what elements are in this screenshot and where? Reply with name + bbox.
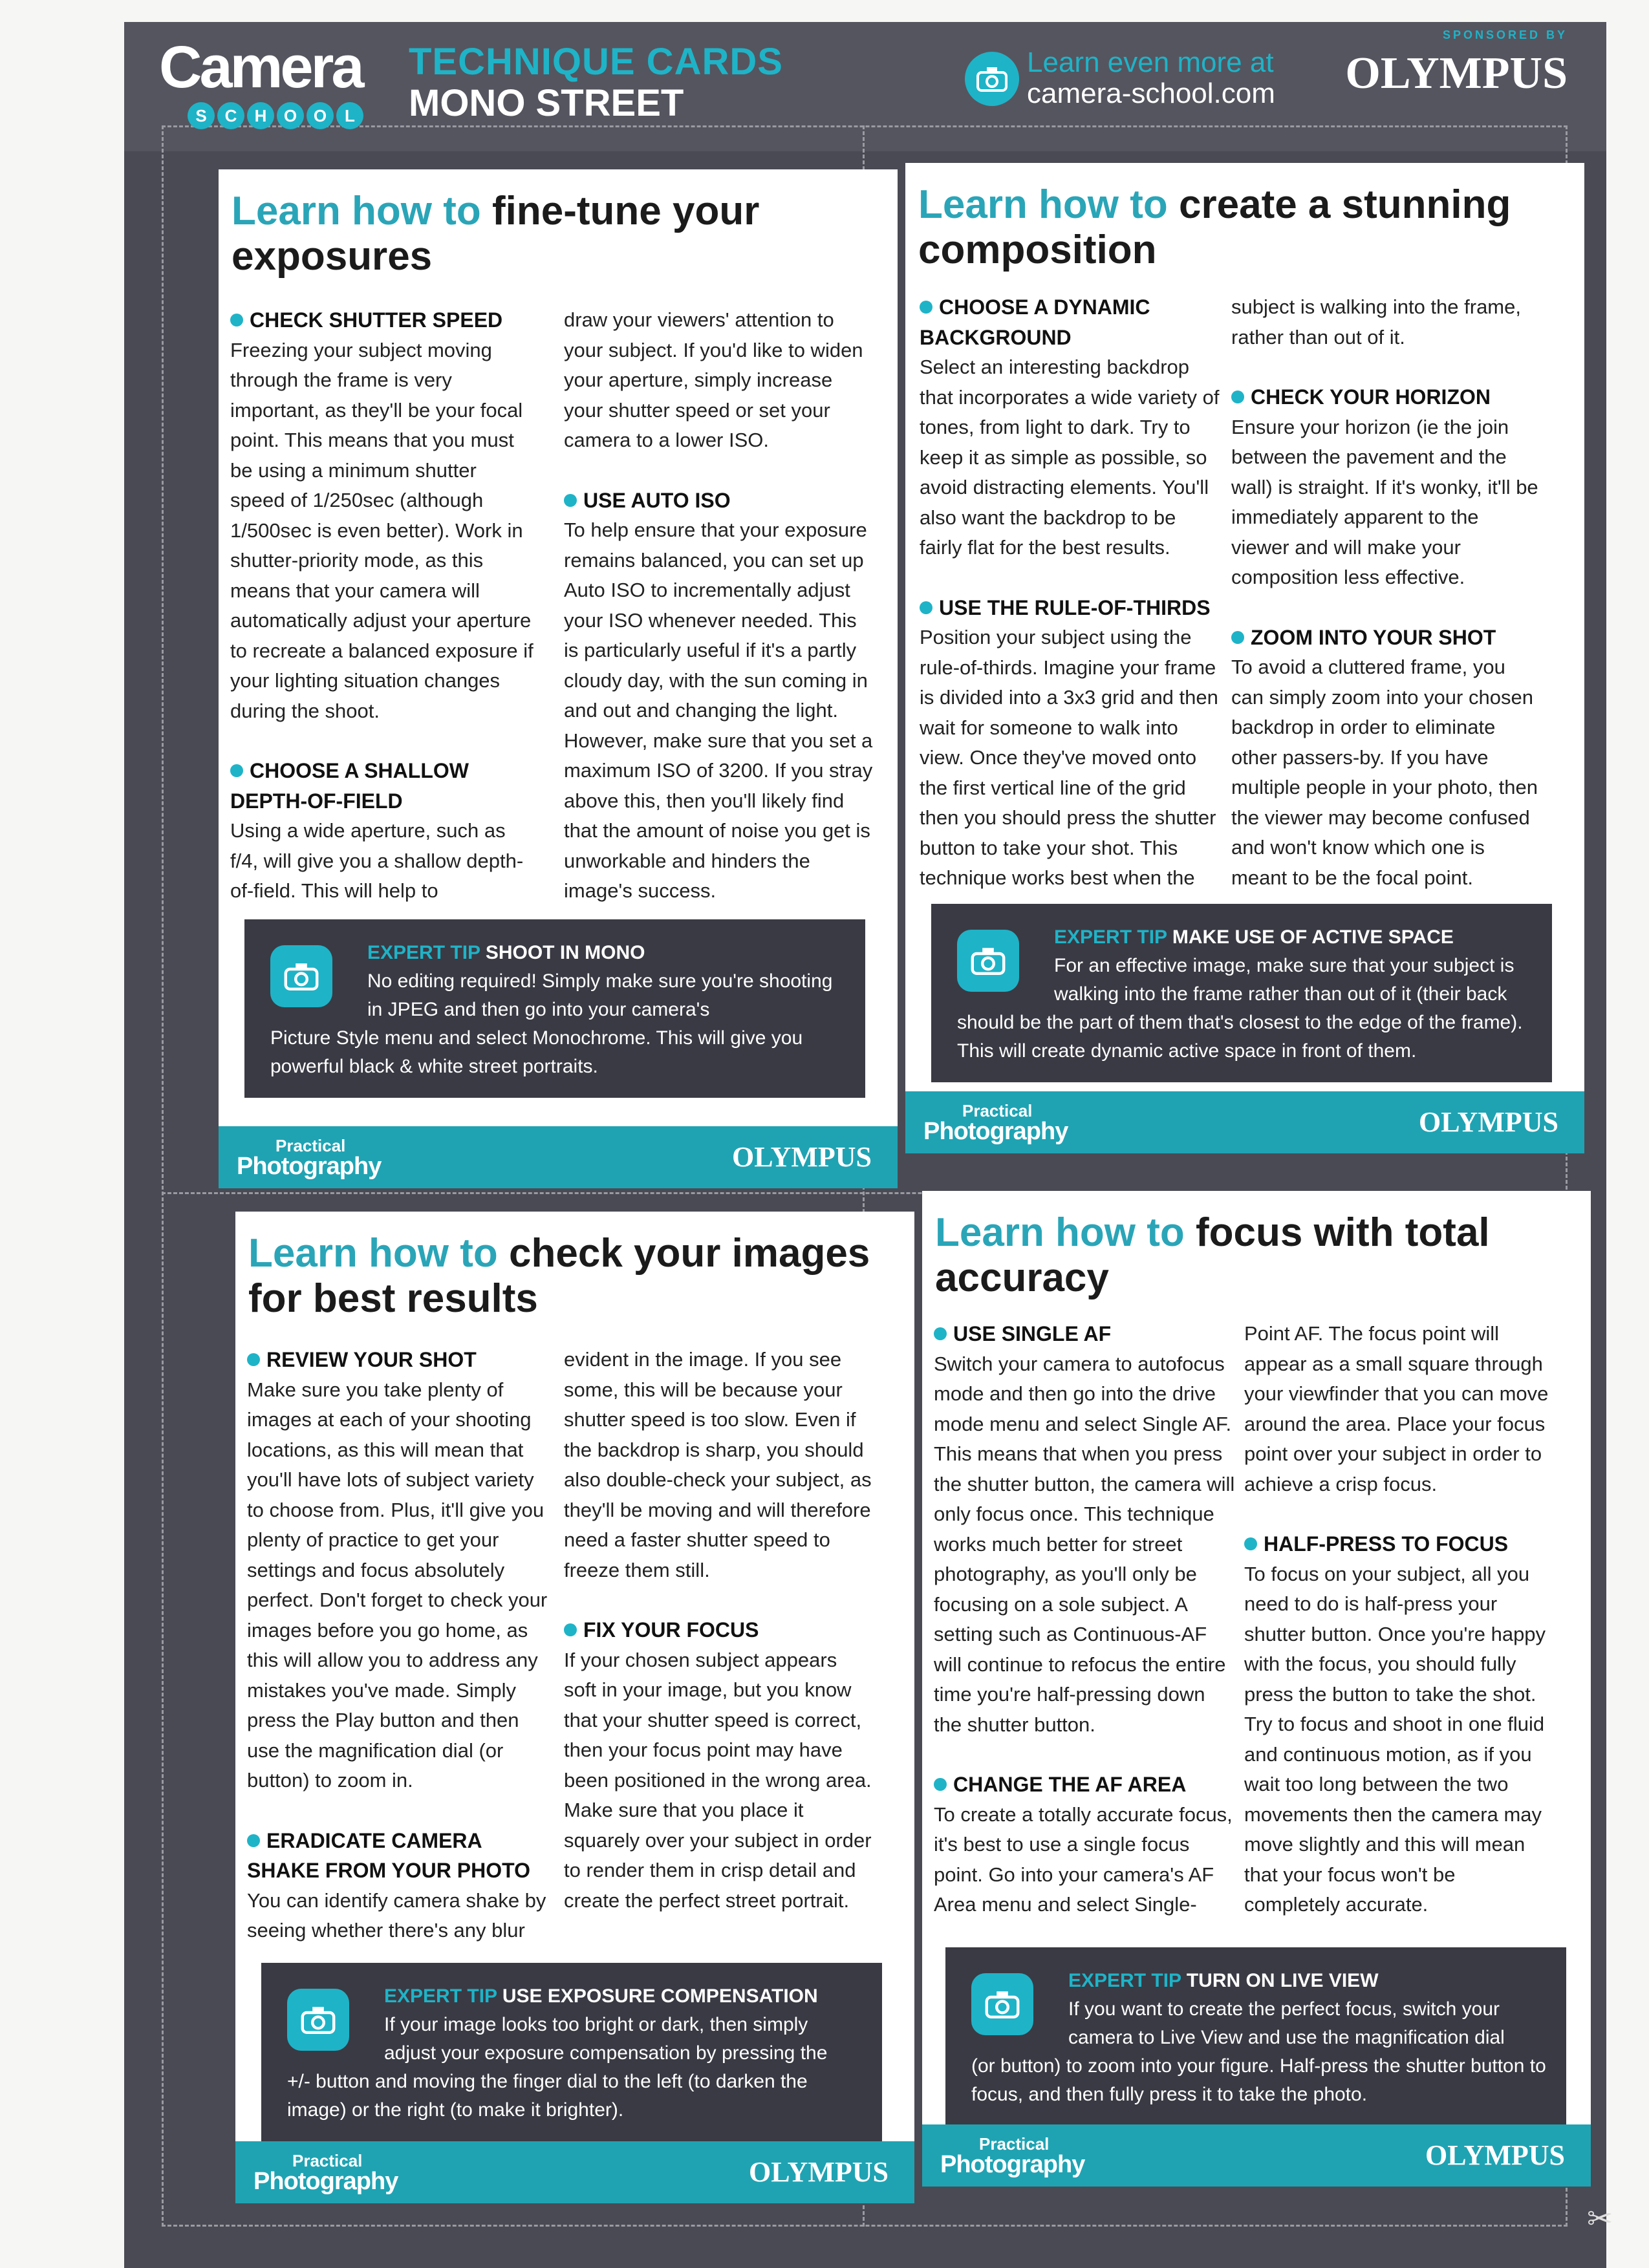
section-heading: REVIEW YOUR SHOT (247, 1345, 551, 1375)
bullet-icon (230, 764, 243, 777)
school-letters (188, 102, 363, 129)
card-footer (219, 1126, 898, 1188)
bullet-icon (920, 601, 932, 614)
section-text: To focus on your subject, all you need to do is half-press your shutter button. Once you're happy with the focus, you should fully press the button to take the shot. Try to focus and shoot in one fluid and continuous motion, as if you wait too long between the two movements then the camera may move slightly and this will mean that your focus won't be completely accurate. (1244, 1562, 1546, 1916)
card-right-column (564, 305, 874, 906)
school-letter: O (277, 102, 304, 129)
expert-tip-text: EXPERT TIP TURN ON LIVE VIEW If you want to create the perfect focus, switch your camera to Live View and use the magnification dial (or button) to zoom into your figure. Half-press the shutter button to focus, and then fully press it to take the photo. (971, 1970, 1546, 2105)
section-heading: CHOOSE A SHALLOW DEPTH-OF-FIELD (230, 759, 469, 813)
card-title: Learn how to create a stunning composition (918, 182, 1511, 272)
olympus-logo: OLYMPUS (749, 2156, 889, 2188)
expert-tip-text: EXPERT TIP MAKE USE OF ACTIVE SPACE For an effective image, make sure that your subject is walking into the frame rather than out of it (their back should be the part of them that's closest to the edge of the frame). This will create dynamic active space in front of them. (957, 926, 1523, 1062)
card-left-column (934, 1319, 1238, 1920)
camera-icon (965, 52, 1019, 106)
school-letter: S (188, 102, 215, 129)
bullet-icon (564, 1623, 577, 1636)
bullet-icon (1231, 631, 1244, 644)
section-text: To create a totally accurate focus, it's best to use a single focus point. Go into your camera's AF Area menu and select Single- (934, 1803, 1233, 1916)
card-title: Learn how to check your images for best results (248, 1231, 870, 1321)
bullet-icon (1244, 1537, 1257, 1550)
olympus-logo: OLYMPUS (1425, 2139, 1565, 2171)
bullet-icon (230, 314, 243, 326)
expert-tip-text: EXPERT TIP USE EXPOSURE COMPENSATION If your image looks too bright or dark, then simply adjust your exposure compensation by pressing the +/- button and moving the finger dial to the left (to darken the image) or the right (to make it brighter). (287, 1985, 828, 2121)
card-title: Learn how to focus with total accuracy (935, 1210, 1490, 1300)
section-heading: USE AUTO ISO (564, 486, 874, 516)
bullet-icon (934, 1327, 947, 1340)
card-fine-tune-exposures (219, 169, 898, 1180)
olympus-logo: OLYMPUS (1419, 1106, 1558, 1138)
section-text: Using a wide aperture, such as f/4, will give you a shallow depth-of-field. This will help to (230, 819, 524, 902)
section-text: Freezing your subject moving through the frame is very important, as they'll be your focal point. This means that you must be using a minimum shutter speed of 1/250sec (although 1/500sec is even better). Work in shutter-priority mode, as this means that your camera will automatically adjust your aperture to recreate a balanced exposure if your lighting situation changes during the shoot. (230, 338, 534, 722)
section-heading: USE SINGLE AF (934, 1319, 1238, 1349)
bullet-icon (920, 301, 932, 314)
card-stunning-composition (905, 163, 1584, 1153)
section-text: Ensure your horizon (ie the join between the pavement and the wall) is straight. If it's wonky, it'll be immediately apparent to the viewer and will make your composition less effective. (1231, 415, 1538, 588)
card-right-column (1244, 1319, 1555, 1920)
bullet-icon (934, 1778, 947, 1791)
section-text: Position your subject using the rule-of-thirds. Imagine your frame is divided into a 3x3 grid and then wait for someone to walk into view. Once they've moved onto the first vertical line of the grid then you should press the shutter button to take your shot. This technique works best when the (920, 626, 1218, 889)
section-text: You can identify camera shake by seeing whether there's any blur (247, 1888, 546, 1942)
card-check-images (235, 1212, 914, 2201)
section-text: To avoid a cluttered frame, you can simply zoom into your chosen backdrop in order to eliminate other passers-by. If you have multiple people in your photo, then the viewer may become confused and won't know which one is meant to be the focal point. (1231, 656, 1538, 889)
card-left-column (230, 305, 534, 906)
expert-tip-panel (931, 904, 1552, 1082)
bullet-icon (1231, 390, 1244, 403)
section-text: Point AF. The focus point will appear as a small square through your viewfinder that you can move around the area. Place your focus point over your subject in order to achieve a crisp focus. (1244, 1322, 1549, 1495)
card-left-column (920, 292, 1223, 893)
card-focus-accuracy (922, 1191, 1591, 2187)
card-title: Learn how to fine-tune your exposures (232, 189, 760, 279)
section-heading: HALF-PRESS TO FOCUS (1244, 1529, 1555, 1559)
scissors-icon: ✂ (1587, 2202, 1613, 2236)
olympus-logo: OLYMPUS (732, 1141, 872, 1173)
card-footer (905, 1091, 1584, 1153)
section-heading: ZOOM INTO YOUR SHOT (1231, 623, 1542, 653)
website-link[interactable]: camera-school.com (1027, 78, 1275, 109)
sponsored-by-label: SPONSORED BY (1442, 28, 1568, 41)
bullet-icon (247, 1353, 260, 1366)
expert-tip-panel (244, 919, 865, 1098)
school-letter: O (307, 102, 334, 129)
practical-photography-logo: Practical Photography (940, 2134, 1085, 2178)
section-heading: USE THE RULE-OF-THIRDS (920, 593, 1223, 623)
section-heading: CHECK YOUR HORIZON (1231, 382, 1542, 412)
card-footer (235, 2141, 914, 2203)
school-letter: H (247, 102, 274, 129)
practical-photography-logo: Practical Photography (253, 2151, 398, 2195)
technique-card-sheet (124, 22, 1613, 2268)
camera-school-logo: Camera (159, 34, 362, 100)
section-heading: CHOOSE A DYNAMIC BACKGROUND (920, 295, 1150, 349)
section-heading: CHANGE THE AF AREA (934, 1770, 1238, 1800)
expert-tip-text: EXPERT TIP SHOOT IN MONO No editing required! Simply make sure you're shooting in JPEG and then go into your camera's Picture Style menu and select Monochrome. This will give you powerful black & white street portraits. (270, 942, 833, 1077)
olympus-logo: OLYMPUS (1345, 48, 1568, 98)
technique-cards-title: TECHNIQUE CARDS (409, 41, 783, 83)
section-text: subject is walking into the frame, rather than out of it. (1231, 295, 1521, 348)
section-heading: FIX YOUR FOCUS (564, 1615, 874, 1645)
card-right-column (1231, 292, 1542, 893)
section-text: Select an interesting backdrop that incorporates a wide variety of tones, from light to dark. Try to keep it as simple as possible, so avoid distracting elements. You'll also want the backdrop to be fairly flat for the best results. (920, 356, 1220, 559)
expert-tip-panel (945, 1947, 1566, 2126)
section-text: Make sure you take plenty of images at each of your shooting locations, as this will mean that you'll have lots of subject variety to choose from. Plus, it'll give you plenty of practice to get your settings and focus absolutely perfect. Don't forget to check your images before you go home, as this will allow you to address any mistakes you've made. Simply press the Play button and then use the magnification dial (or button) to zoom in. (247, 1378, 548, 1792)
section-text: Switch your camera to autofocus mode and then go into the drive mode menu and select Single AF. This means that when you press the shutter button, the camera will only focus once. This technique works much better for street photography, as you'll only be focusing on a sole subject. A setting such as Continuous-AF will continue to refocus the entire time you're half-pressing down the shutter button. (934, 1352, 1235, 1736)
card-footer (922, 2124, 1591, 2187)
section-text: To help ensure that your exposure remains balanced, you can set up Auto ISO to incrementally adjust your ISO whenever needed. This is particularly useful if it's a partly cloudy day, with the sun coming in and out and changing the light. However, make sure that you set a maximum ISO of 3200. If you stray above this, then you'll likely find that the amount of noise you get is unworkable and hinders the image's success. (564, 519, 873, 902)
practical-photography-logo: Practical Photography (237, 1136, 382, 1180)
series-subtitle: MONO STREET (409, 82, 684, 124)
card-right-column (564, 1345, 874, 1916)
school-letter: L (336, 102, 363, 129)
section-text: draw your viewers' attention to your subject. If you'd like to widen your aperture, simply increase your shutter speed or set your camera to a lower ISO. (564, 308, 863, 451)
bullet-icon (564, 494, 577, 507)
practical-photography-logo: Practical Photography (923, 1101, 1068, 1145)
section-text: evident in the image. If you see some, this will be because your shutter speed is too slow. Even if the backdrop is sharp, you should also double-check your subject, as they'll be moving and will therefore need a faster shutter speed to freeze them still. (564, 1348, 872, 1581)
expert-tip-panel (261, 1963, 882, 2141)
bullet-icon (247, 1834, 260, 1847)
section-heading: CHECK SHUTTER SPEED (230, 305, 534, 336)
card-left-column (247, 1345, 551, 1946)
section-heading: ERADICATE CAMERA SHAKE FROM YOUR PHOTO (247, 1828, 530, 1882)
learn-more-text: Learn even more at (1027, 47, 1274, 78)
section-text: If your chosen subject appears soft in your image, but you know that your shutter speed is correct, then your focus point may have been positioned in the wrong area. Make sure that you place it squarely over your subject in order to render them in crisp detail and create the perfect street portrait. (564, 1648, 872, 1912)
school-letter: C (217, 102, 244, 129)
